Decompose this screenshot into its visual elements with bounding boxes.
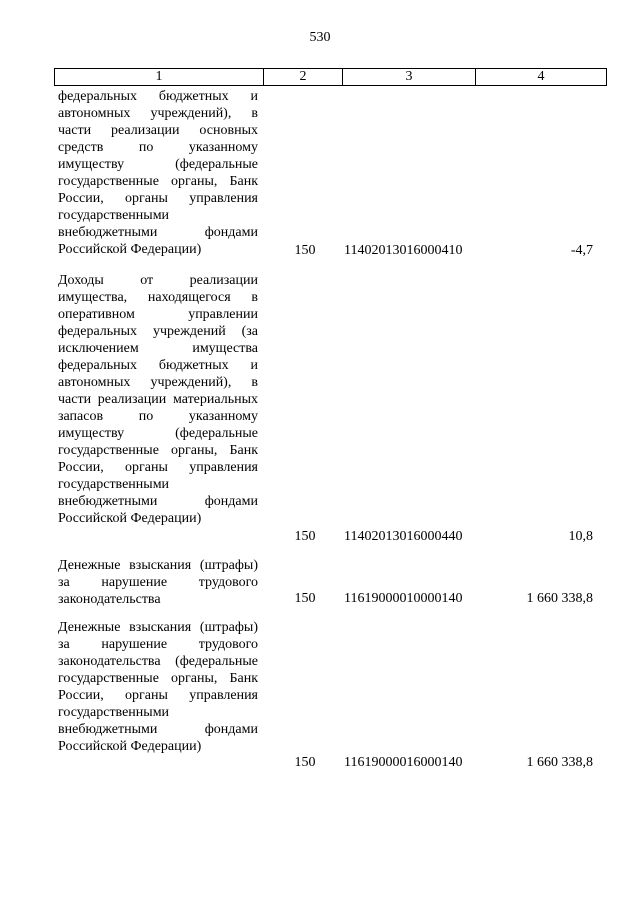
- row-kbk: 11402013016000440: [344, 529, 463, 544]
- row-amount: 1 660 338,8: [526, 755, 593, 770]
- row-code: 150: [294, 243, 316, 258]
- row-amount: 10,8: [568, 529, 593, 544]
- header-col-2: 2: [264, 69, 343, 85]
- row-amount: 1 660 338,8: [526, 591, 593, 606]
- row-kbk: 11619000010000140: [344, 591, 463, 606]
- row-description: Денежные взыскания (штрафы) за нарушение трудового законодательства (федеральные государственные органы, Банк России, органы управления государственными внебюджетными фондами Российской Федерации): [58, 620, 258, 754]
- row-kbk: 11619000016000140: [344, 755, 463, 770]
- row-description: Доходы от реализации имущества, находящегося в оперативном управлении федеральных учреждений (за исключением имущества федеральных бюджетных и автономных учреждений), в части реализации материальных запасов по указанному имуществу (федеральные государственные органы, Банк России, органы управления государственными внебюджетными фондами Российской Федерации): [58, 273, 258, 526]
- page-number: 530: [309, 30, 331, 45]
- table-header: [54, 68, 607, 86]
- header-col-3: 3: [343, 69, 476, 85]
- row-kbk: 11402013016000410: [344, 243, 463, 258]
- row-description: федеральных бюджетных и автономных учреждений), в части реализации основных средств по указанному имуществу (федеральные государственные органы, Банк России, органы управления государственными внебюджетными фондами Российской Федерации): [58, 89, 258, 257]
- header-col-4: 4: [537, 69, 545, 84]
- row-code: 150: [294, 529, 316, 544]
- row-code: 150: [294, 755, 316, 770]
- row-amount: -4,7: [570, 243, 593, 258]
- header-col-1: 1: [55, 69, 264, 85]
- row-code: 150: [294, 591, 316, 606]
- row-description: Денежные взыскания (штрафы) за нарушение трудового законодательства: [58, 558, 258, 607]
